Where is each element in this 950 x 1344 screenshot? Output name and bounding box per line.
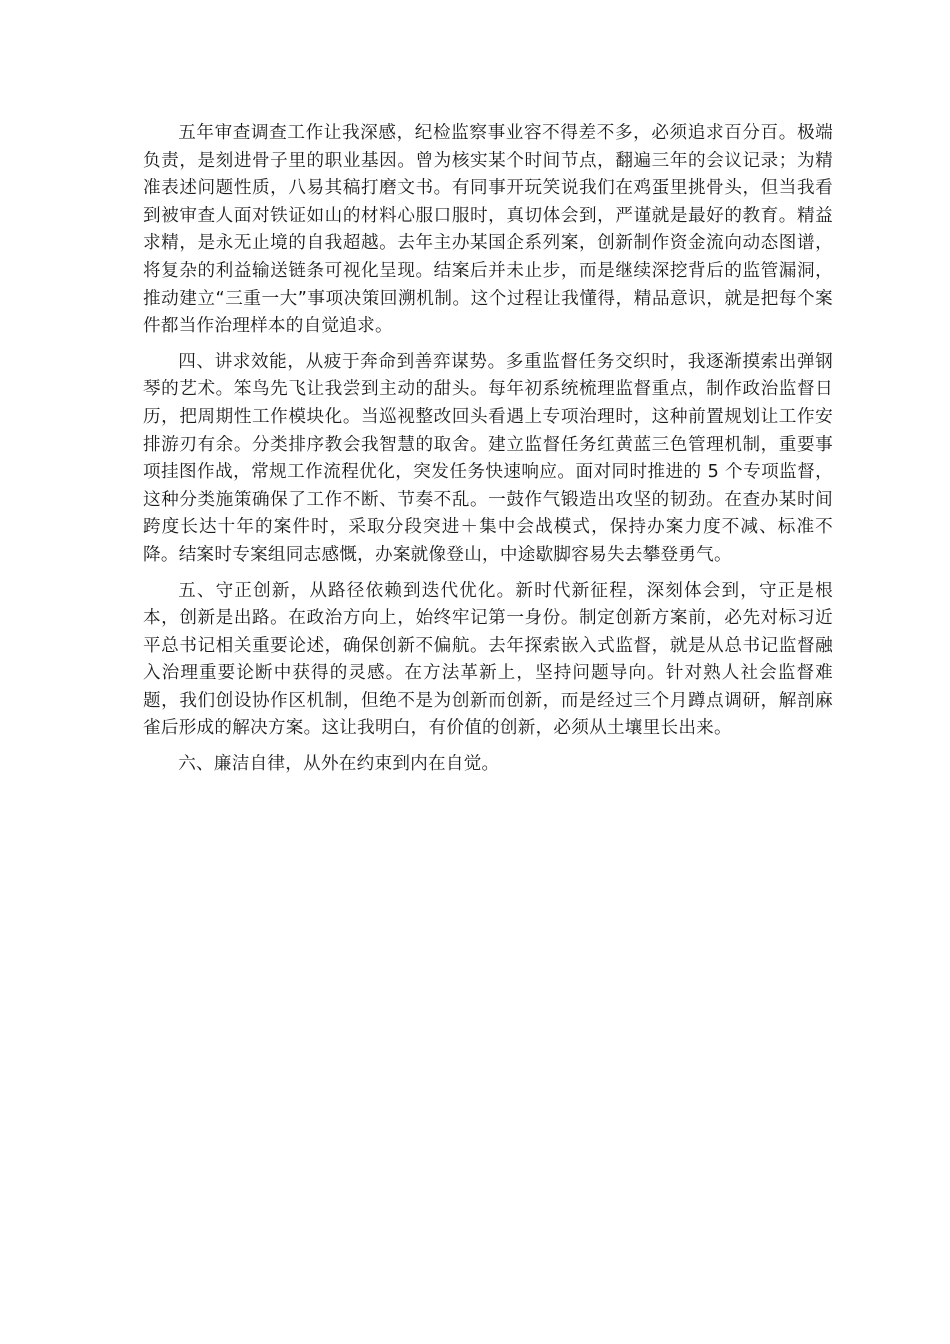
paragraph-efficiency: 四、讲求效能，从疲于奔命到善弈谋势。多重监督任务交织时，我逐渐摸索出弹钢琴的艺术。笨鸟先飞让我尝到主动的甜头。每年初系统梳理监督重点，制作政治监督日历，把周期性工作模块化。当巡视整改回头看遇上专项治理时，这种前置规划让工作安排游刃有余。分类排序教会我智慧的取舍。建立监督任务红黄蓝三色管理机制，重要事项挂图作战，常规工作流程优化，突发任务快速响应。面对同时推进的 5 个专项监督，这种分类施策确保了工作不断、节奏不乱。一鼓作气锻造出攻坚的韧劲。在查办某时间跨度长达十年的案件时，采取分段突进＋集中会战模式，保持办案力度不减、标准不降。结案时专案组同志感慨，办案就像登山，中途歇脚容易失去攀登勇气。: [143, 351, 833, 565]
paragraph-rigor: 五年审查调查工作让我深感，纪检监察事业容不得差不多，必须追求百分百。极端负责，是刻进骨子里的职业基因。曾为核实某个时间节点，翻遍三年的会议记录；为精准表述问题性质，八易其稿打磨文书。有同事开玩笑说我们在鸡蛋里挑骨头，但当我看到被审查人面对铁证如山的材料心服口服时，真切体会到，严谨就是最好的教育。精益求精，是永无止境的自我超越。去年主办某国企系列案，创新制作资金流向动态图谱，将复杂的利益输送链条可视化呈现。结案后并未止步，而是继续深挖背后的监管漏洞，推动建立“三重一大”事项决策回溯机制。这个过程让我懂得，精品意识，就是把每个案件都当作治理样本的自觉追求。: [143, 123, 833, 337]
document-body: [143, 120, 833, 787]
paragraph-integrity-heading: 六、廉洁自律，从外在约束到内在自觉。: [178, 754, 500, 775]
paragraph-innovation: 五、守正创新，从路径依赖到迭代优化。新时代新征程，深刻体会到，守正是根本，创新是出路。在政治方向上，始终牢记第一身份。制定创新方案前，必先对标习近平总书记相关重要论述，确保创新不偏航。去年探索嵌入式监督，就是从总书记监督融入治理重要论断中获得的灵感。在方法革新上，坚持问题导向。针对熟人社会监督难题，我们创设协作区机制，但绝不是为创新而创新，而是经过三个月蹲点调研，解剖麻雀后形成的解决方案。这让我明白，有价值的创新，必须从土壤里长出来。: [143, 580, 833, 739]
